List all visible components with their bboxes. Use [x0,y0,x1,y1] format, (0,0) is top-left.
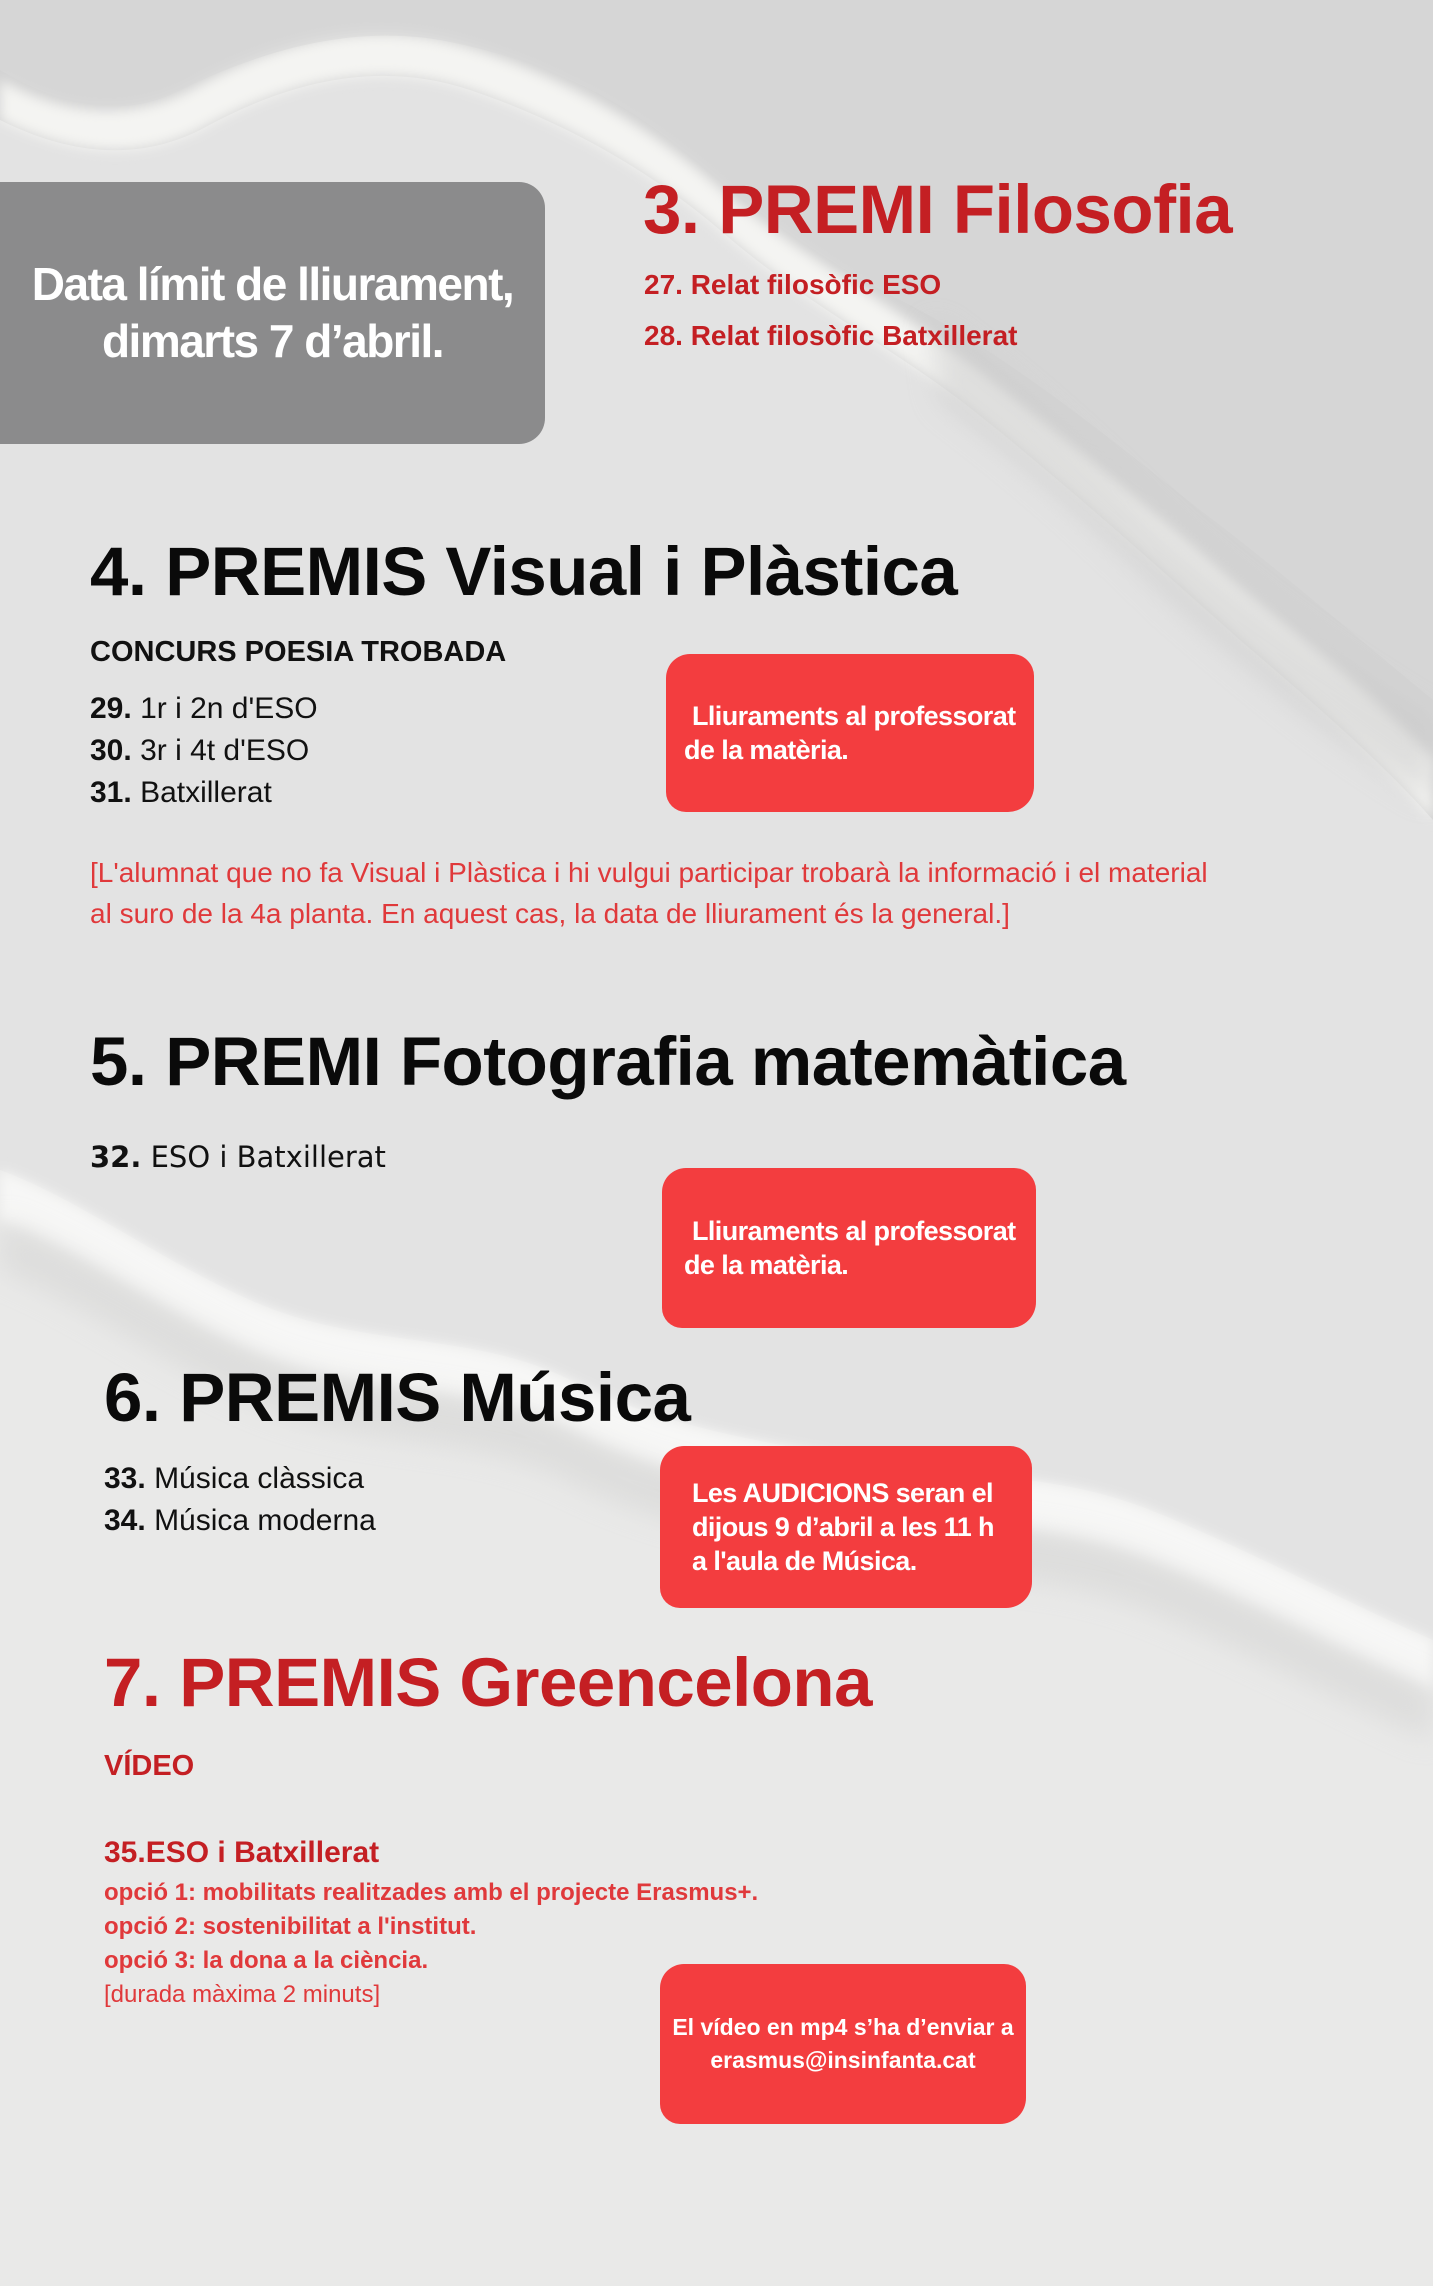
item-number: 33. [104,1462,146,1495]
pill-line: dijous 9 d’abril a les 11 h [692,1512,994,1542]
pill-line: a l'aula de Música. [692,1546,917,1576]
greencelona-subtitle: VÍDEO [104,1750,195,1782]
visual-item-list [90,688,318,814]
filosofia-item-28: 28. Relat filosòfic Batxillerat [644,320,1018,351]
deadline-line-2: dimarts 7 d’abril. [101,315,444,367]
item-number: 30. [90,734,132,767]
fotografia-item-32 [90,1136,386,1178]
item-number: 31. [90,776,132,809]
pill-line: de la matèria. [684,1250,849,1280]
filosofia-item-27: 27. Relat filosòfic ESO [644,269,942,300]
item-number: 29. [90,692,132,725]
pill-line: erasmus@insinfanta.cat [710,2047,976,2073]
duration-note: [durada màxima 2 minuts] [104,1981,381,2008]
list-item [104,1458,376,1500]
list-item [90,688,318,730]
pill-line: Lliuraments al professorat [692,1216,1016,1246]
deadline-box [0,182,545,444]
item-text: ESO i Batxillerat [150,1140,386,1174]
visual-subtitle: CONCURS POESIA TROBADA [90,636,507,668]
pill-line: Lliuraments al professorat [692,701,1016,731]
pill-line: de la matèria. [684,735,849,765]
item-text: Batxillerat [140,776,272,809]
item-text: 3r i 4t d'ESO [140,734,310,767]
visual-note: [L'alumnat que no fa Visual i Plàstica i hi vulgui participar trobarà la informació i el material al suro de la 4a planta. En aquest cas, la data de lliurament és la general.] [90,857,1208,929]
section-title-filosofia: 3. PREMI Filosofia [643,171,1233,248]
musica-auditions-note [660,1446,1032,1608]
item-text: Música clàssica [154,1462,365,1495]
section-title-musica: 6. PREMIS Música [104,1359,691,1436]
visual-delivery-note [666,654,1034,812]
pill-line: El vídeo en mp4 s’ha d’enviar a [672,2014,1014,2040]
item-number: 32. [90,1140,142,1174]
item-text: 1r i 2n d'ESO [140,692,318,725]
item-number: 34. [104,1504,146,1537]
pill-line: Les AUDICIONS seran el [692,1478,993,1508]
option-item: opció 1: mobilitats realitzades amb el projecte Erasmus+. [104,1879,759,1906]
list-item [104,1500,376,1542]
section-title-visual-plastica: 4. PREMIS Visual i Plàstica [90,533,958,610]
list-item [90,730,318,772]
musica-item-list [104,1458,376,1542]
section-title-fotografia: 5. PREMI Fotografia matemàtica [90,1023,1126,1100]
option-item: opció 2: sostenibilitat a l'institut. [104,1913,477,1940]
greencelona-item-35: 35.ESO i Batxillerat [104,1836,380,1869]
fotografia-delivery-note [662,1168,1036,1328]
section-title-greencelona: 7. PREMIS Greencelona [104,1644,872,1721]
item-text: Música moderna [154,1504,376,1537]
option-item: opció 3: la dona a la ciència. [104,1947,429,1974]
video-submission-note [660,1964,1026,2124]
deadline-line-1: Data límit de lliurament, [31,258,514,310]
list-item [90,772,318,814]
